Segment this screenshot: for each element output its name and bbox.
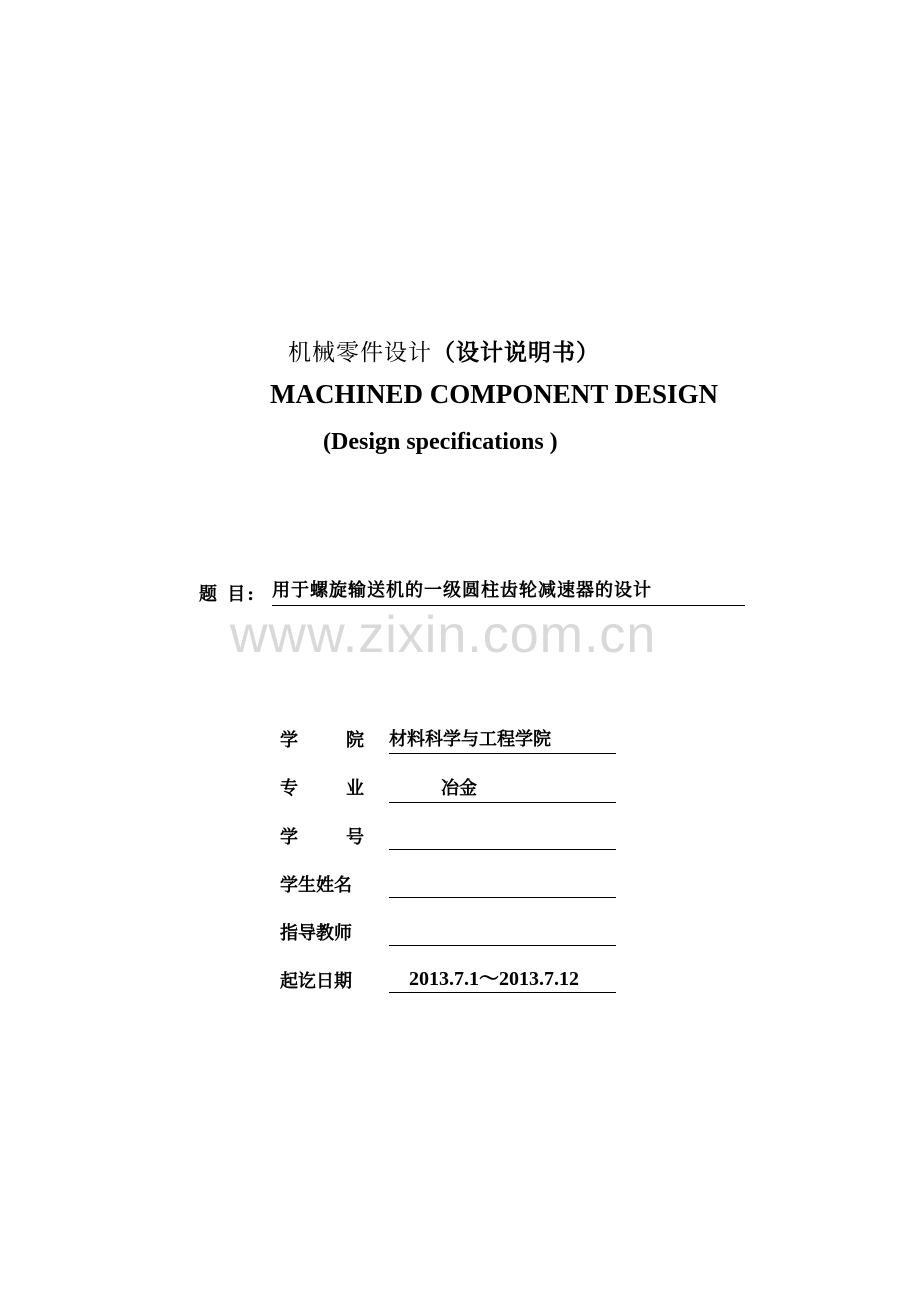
field-value-major: 冶金 — [389, 775, 616, 803]
topic-label: 题 目: — [199, 584, 256, 605]
field-label-advisor: 指导教师 — [280, 923, 352, 944]
field-label-major-char1: 专 — [280, 778, 298, 799]
field-label-student-id-char2: 号 — [346, 827, 364, 848]
field-value-advisor — [389, 918, 616, 946]
field-label-student-id-char1: 学 — [280, 827, 298, 848]
field-value-student-id — [389, 822, 616, 850]
field-label-college-char2: 院 — [346, 730, 364, 751]
field-label-student-name: 学生姓名 — [280, 875, 352, 896]
cover-title-cn-main: 机械零件设计 — [288, 340, 432, 366]
field-value-date-range: 2013.7.1～2013.7.12 — [389, 965, 616, 993]
field-label-college — [280, 728, 364, 754]
cover-title-en: MACHINED COMPONENT DESIGN — [270, 379, 719, 409]
field-label-college-char1: 学 — [280, 730, 298, 751]
field-value-college: 材料科学与工程学院 — [389, 726, 616, 754]
field-value-student-name — [389, 870, 616, 898]
field-label-student-id — [280, 825, 364, 851]
field-label-date-range: 起讫日期 — [280, 971, 352, 992]
watermark-text: www.zixin.com.cn — [230, 606, 657, 664]
topic-value: 用于螺旋输送机的一级圆柱齿轮减速器的设计 — [272, 576, 745, 606]
cover-title-cn-note: （设计说明书） — [432, 339, 600, 366]
field-label-major-char2: 业 — [346, 778, 364, 799]
cover-title-cn — [288, 336, 600, 370]
field-label-major — [280, 776, 364, 802]
cover-subtitle-en: (Design specifications ) — [323, 429, 558, 455]
